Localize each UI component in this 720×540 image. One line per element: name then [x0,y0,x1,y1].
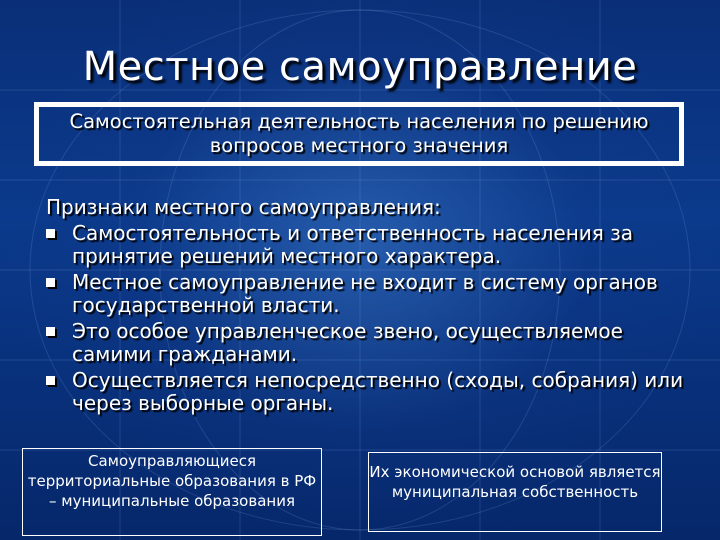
note-left-box [22,448,322,536]
square-bullet-icon [46,327,55,336]
list-item [46,369,686,415]
features-block [46,196,686,418]
list-item-text: Осуществляется непосредственно (сходы, собрания) или через выборные органы. [72,368,684,415]
note-left-text: Самоуправляющиеся территориальные образования в РФ – муниципальные образования [27,452,317,510]
definition-text: Самостоятельная деятельность населения по решению вопросов местного значения [69,110,649,157]
list-item-text: Местное самоуправление не входит в систему органов государственной власти. [72,270,658,317]
square-bullet-icon [46,229,55,238]
square-bullet-icon [46,376,55,385]
square-bullet-icon [46,278,55,287]
slide-title: Местное самоуправление [82,44,638,90]
features-list [46,222,686,415]
list-item [46,320,686,366]
features-heading: Признаки местного самоуправления: [46,195,441,219]
list-item [46,222,686,268]
note-right-box [368,452,662,532]
list-item-text: Это особое управленческое звено, осуществляемое самими гражданами. [72,319,623,366]
note-right-text: Их экономической основой является муниципальная собственность [369,463,661,501]
list-item-text: Самостоятельность и ответственность населения за принятие решений местного характера. [72,221,634,268]
definition-box [34,102,684,166]
list-item [46,271,686,317]
